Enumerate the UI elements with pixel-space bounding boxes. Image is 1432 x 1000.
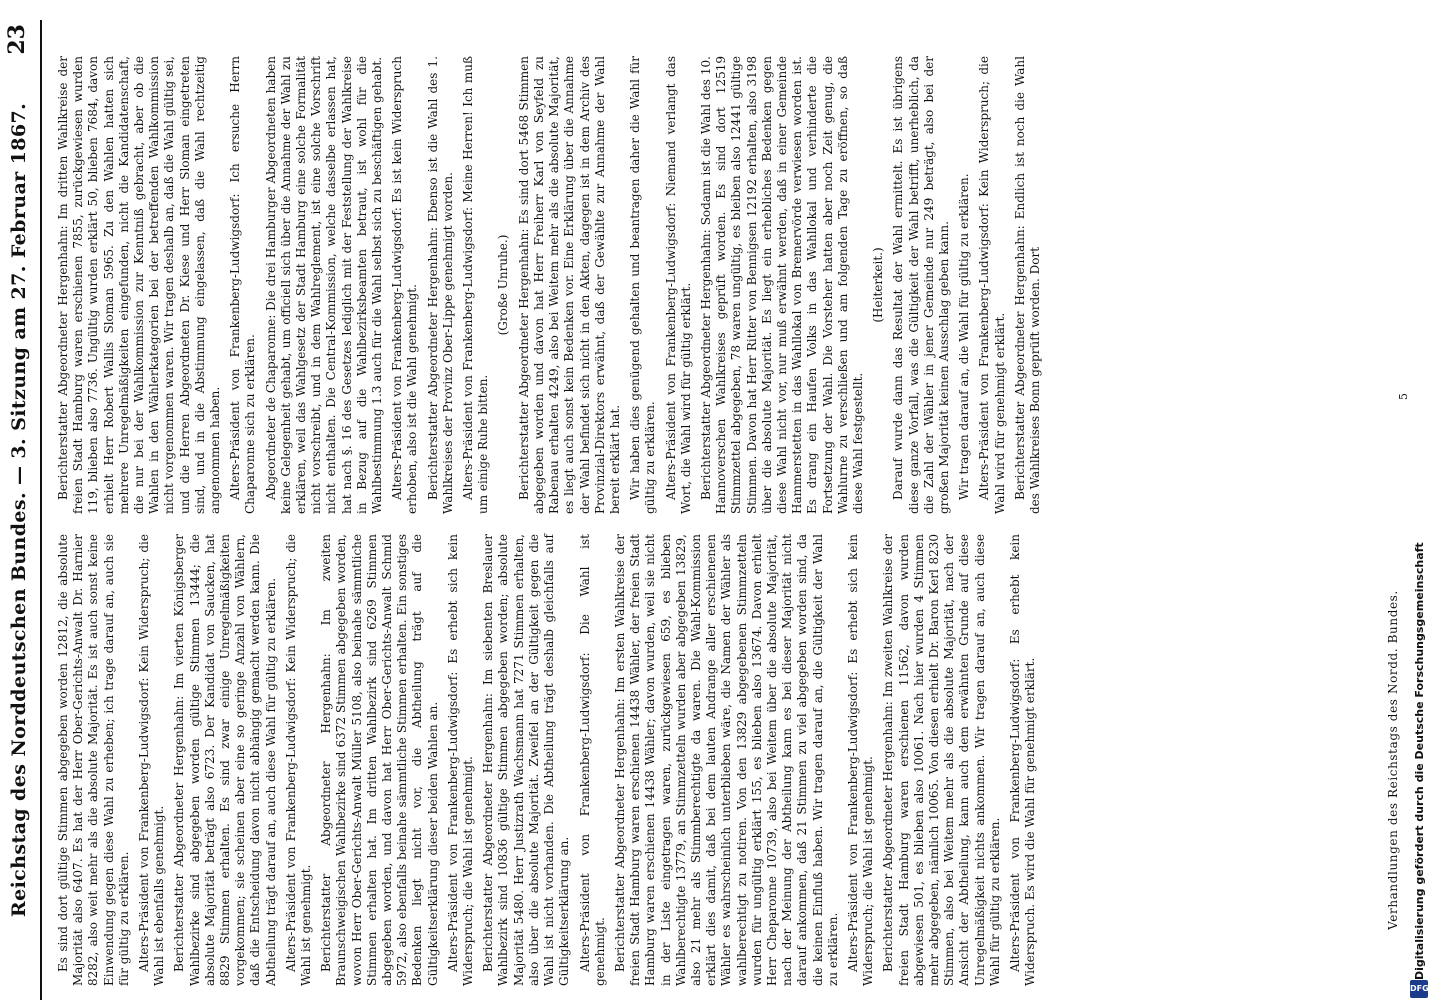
credit-strip (1408, 542, 1430, 1000)
right-column (56, 56, 1048, 514)
running-head-title: Reichstag des Norddeutschen Bundes. — 3. Sitzung am 27. Februar 1867. (8, 102, 30, 918)
paragraph: Berichterstatter Abgeordneter Hergenhahn: Es sind dort 5468 Stimmen abgegeben worden und davon hat Herr Freiherr Karl von Seyfeld zu Rabenau erhalten 4249, also bei Weitem mehr als die absolute Majorität, es liegt auch sonst kein Bedenken vor. Eine Erklärung über die Annahme der Wahl befindet sich nicht in den Akten, dagegen ist in dem Archiv des Provinzial-Direktors erwähnt, daß der Gewählte zur Annahme der Wahl bereit erklärt hat. (516, 56, 622, 514)
paragraph: Alters-Präsident von Frankenberg-Ludwigsdorf: Meine Herren! Ich muß um einige Ruhe bitten. (461, 56, 491, 514)
paragraph: Darauf wurde dann das Resultat der Wahl ermittelt. Es ist übrigens diese ganze Vorfall, was die Gültigkeit der Wahl betrifft, unerheblich, da die Zahl der Wähler in jener Gemeinde nur 249 beträgt, also bei der großen Majorität keinen Ausschlag geben kann. (891, 56, 951, 514)
paragraph: Alters-Präsident von Frankenberg-Ludwigsdorf: Es ist kein Widerspruch erhoben, also ist die Wahl genehmigt. (390, 56, 420, 514)
paragraph: Wir haben dies genügend gehalten und beantragen daher die Wahl für gültig zu erklären. (628, 56, 658, 514)
running-head (6, 20, 42, 1000)
paragraph: Alters-Präsident von Frankenberg-Ludwigsdorf: Es erhebt sich kein Widerspruch; die Wahl ist genehmigt. (845, 534, 876, 986)
paragraph: Berichterstatter Abgeordneter Hergenhahn: Im vierten Königsberger Wahlbezirke sind abgegeben worden gültige Stimmen 13444; die absolute Majorität beträgt also 6723. Der Kandidat von Saucken, hat 8829 Stimmen erhalten. Es sind zwar einige Unregelmäßigkeiten vorgekommen; sie scheinen aber eine so geringe Anzahl von Wählern, daß die Entscheidung davon nicht abhängig gemacht werden kann. Die Abtheilung trägt darauf an, auch diese Wahl für gültig zu erklären. (172, 534, 278, 986)
paragraph: Berichterstatter Abgeordneter Hergenhahn: Endlich ist noch die Wahl des Wahlkreises Bonn geprüft worden. Dort (1012, 56, 1042, 514)
paragraph: Es sind dort gültige Stimmen abgegeben worden 12812, die absolute Majorität also 6407. Es hat der Herr Ober-Gerichts-Anwalt Dr. Harnier 8282, also weit mehr als die absolute Majorität. Es ist auch sonst keine Einwendung gegen diese Wahl zu erheben; ich trage darauf an, auch sie für gültig zu erklären. (56, 534, 131, 986)
paragraph: Alters-Präsident von Frankenberg-Ludwigsdorf: Kein Widerspruch; die Wahl ist genehmigt. (283, 534, 314, 986)
footer-line: Verhandlungen des Reichstags des Nordd. Bundes. (1386, 590, 1400, 930)
signature-mark: 5 (1397, 393, 1410, 400)
paragraph: (Große Unruhe.) (496, 234, 511, 336)
page-number: 23 (4, 24, 30, 55)
paragraph: Alters-Präsident von Frankenberg-Ludwigsdorf: Kein Widerspruch; die Wahl ist ebenfalls genehmigt. (137, 534, 167, 986)
credit-text: Digitalisierung gefördert durch die Deutsche Forschungsgemeinschaft (1413, 542, 1426, 980)
paragraph: (Heiterkeit.) (871, 247, 886, 323)
paragraph: Berichterstatter Abgeordneter Hergenhahn: Im zweiten Braunschweigischen Wahlbezirke sind 6372 Stimmen abgegeben worden, wovon Herr Ober-Gerichts-Anwalt Müller 5108, also beinahe sämmtliche Stimmen erhalten hat. Im dritten Wahlbezirk sind 6269 Stimmen abgegeben worden, und davon hat Herr Ober-Gerichts-Anwalt Schmid 5972, also ebenfalls beinahe sämmtliche Stimmen erhalten. Ein sonstiges Bedenken liegt nicht vor, die Abtheilung trägt auf die Gültigkeitserklärung dieser beiden Wahlen an. (319, 534, 440, 986)
paragraph: Berichterstatter Abgeordneter Hergenhahn: Im dritten Wahlkreise der freien Stadt Hamburg waren erschienen 7855, zurückgewiesen wurden 119, blieben also 7736. Ungültig wurden erklärt 50, blieben 7684, davon erhielt Herr Robert Wallis Sloman 5965. Zu den Wahlen hatten sich mehrere Unregelmäßigkeiten eingefunden, nicht die Kandidatenschaft, die nur bei der Wahlkommission zur Kenntniß gebracht, aber ob die Wahlen in den Wählerkategorien bei der betreffenden Wahlkommission nicht vorgenommen waren. Wir tragen deshalb an, daß die Wahl gültig sei, und die Herren Abgeordneten Dr. Kiese und Herr Sloman eingetreten sind, und in die Abstimmung eingelassen, daß die Wahl rechtzeitig angenommen haben. (56, 56, 223, 514)
dfg-logo: DFG (1410, 980, 1428, 998)
paragraph: Alters-Präsident von Frankenberg-Ludwigsdorf: Niemand verlangt das Wort, die Wahl wird für gültig erklärt. (663, 56, 693, 514)
paragraph: Abgeordneter de Chaparonne: Die drei Hamburger Abgeordneten haben keine Gelegenheit gehabt, um officiell sich über die Annahme der Wahl zu erklären, weil das Wahlgesetz der Stadt Hamburg eine solche Formalität nicht vorschreibt, und in dem Wahlreglement, ist eine solche Vorschrift nicht enthalten. Die Central-Kommission, welche dasselbe erlassen hat, hat nach §. 16 des Gesetzes lediglich mit der Feststellung der Wahlkreise in Bezug auf die Wahlbezirksbeamten betraut, ist wohl für die Wahlbestimmung 1.3 auch für die Wahl selbst sich zu beschäftigen gehabt. (263, 56, 385, 514)
paragraph: Berichterstatter Abgeordneter Hergenhahn: Sodann ist die Wahl des 10. Hannoverschen Wahlkreises geprüft worden. Es sind dort 12519 Stimmzettel abgegeben, 78 waren ungültig, es bleiben also 12441 gültige Stimmen. Davon hat Herr Ritter von Bennigsen 12192 erhalten, also 3198 über die absolute Majorität. Es liegt ein erhebliches Bedenken gegen diese Wahl nicht vor, nur muß erwähnt werden, daß in einer Gemeinde Hammerstetten in das Wahllokal von Bremervörde verwiesen worden ist. Es drang ein Haufen Volks in das Wahllokal und verhinderte die Fortsetzung der Wahl. Die Vorsteher hatten aber noch Zeit genug, die Wahlurne zu verschließen und am folgenden Tage zu eröffnen, so daß diese Wahl festgestellt. (698, 56, 865, 514)
paragraph: Berichterstatter Abgeordneter Hergenhahn: Im siebenten Breslauer Wahlbezirk sind 10836 gültige Stimmen abgegeben worden; absolute Majorität 5480. Herr Justizrath Wachsmann hat 7271 Stimmen erhalten, also über die absolute Majorität. Zweifel an der Gültigkeit gegen die Wahl ist nicht vorhanden. Die Abtheilung trägt deshalb gleichfalls auf Gültigkeitserklärung an. (481, 534, 572, 986)
left-column (56, 534, 1043, 986)
paragraph: Alters-Präsident von Frankenberg-Ludwigsdorf: Es erhebt kein Widerspruch. Es wird die Wahl für genehmigt erklärt. (1007, 534, 1038, 986)
paragraph: Alters-Präsident von Frankenberg-Ludwigsdorf: Es erhebt sich kein Widerspruch; die Wahl ist genehmigt. (445, 534, 476, 986)
paragraph: Berichterstatter Abgeordneter Hergenhahn: Im ersten Wahlkreise der freien Stadt Hamburg waren erschienen 14438 Wähler, der freien Stadt Hamburg waren erschienen 14438 Wähler; davon wurden, weil sie nicht in der Liste eingetragen waren, zurückgewiesen 659, es blieben Wahlberechtigte 13779, an Stimmzetteln wurden aber abgegeben 13829, also 21 mehr als Stimmberechtigte da waren. Die Wahl-Kommission erklärt dies damit, daß bei dem lauten Andrange aller erschienenen Wähler es wahrscheinlich unterblieben wäre, die Namen der Wähler als wahlberechtigt zu notiren. Von den 13829 abgegebenen Stimmzetteln wurden für ungültig erklärt 155, es blieben also 13674. Davon erhielt Herr Cheparonne 10739, also bei Weitem über die absolute Majorität, nach der Meinung der Abtheilung kann es bei dieser Majorität nicht darauf ankommen, daß 21 Stimmen zu viel abgegeben worden sind, da die keinen Einfluß haben. Wir tragen darauf an, die Gültigkeit der Wahl zu erklären. (612, 534, 840, 986)
paragraph: Alters-Präsident von Frankenberg-Ludwigsdorf: Ich ersuche Herrn Chaparonne sich zu erklären. (228, 56, 258, 514)
paragraph: Berichterstatter Abgeordneter Hergenhahn: Ebenso ist die Wahl des 1. Wahlkreises der Provinz Ober-Lippe genehmigt worden. (425, 56, 455, 514)
paragraph: Berichterstatter Abgeordneter Hergenhahn: Im zweiten Wahlkreise der freien Stadt Hamburg waren erschienen 11562, davon wurden abgewiesen 501, es blieben also 10061. Nach hier wurden 4 Stimmen mehr abgegeben, nämlich 10065. Von diesen erhielt Dr. Baron Kerl 8230 Stimmen, also bei Weitem mehr als die absolute Majorität, nach der Ansicht der Abtheilung, kann auch dem erwähnten Grunde auf diese Unregelmäßigkeit nichts ankommen. Wir tragen darauf an, auch diese Wahl für gültig zu erklären. (881, 534, 1002, 986)
paragraph: Wir tragen darauf an, die Wahl für gültig zu erklären. (957, 173, 972, 500)
paragraph: Alters-Präsident von Frankenberg-Ludwigsdorf: Die Wahl ist genehmigt. (577, 534, 607, 986)
paragraph: Alters-Präsident von Frankenberg-Ludwigsdorf: Kein Widerspruch; die Wahl wird für genehmigt erklärt. (977, 56, 1007, 514)
